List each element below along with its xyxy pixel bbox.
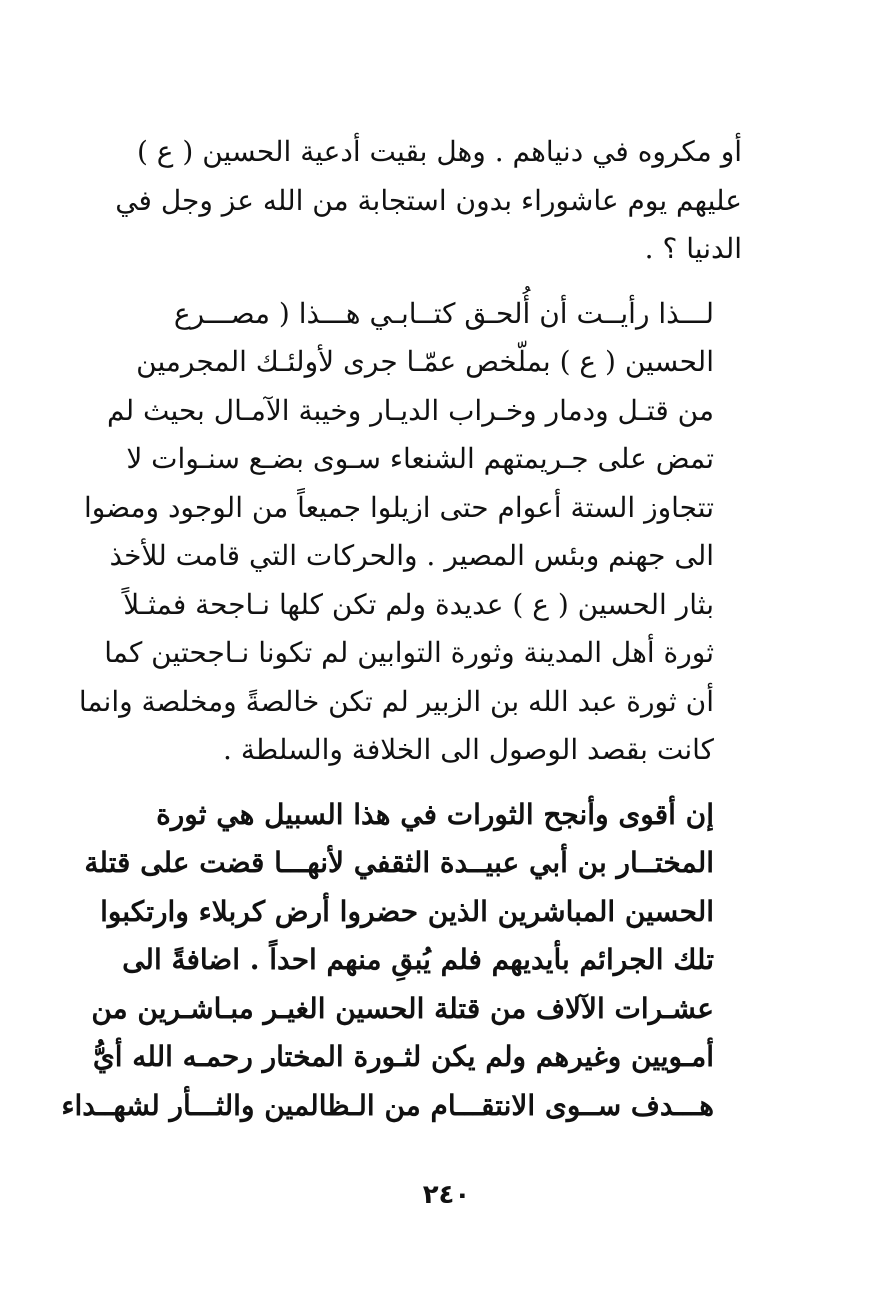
text-line: أمـويين وغيرهم ولم يكن لثـورة المختار رحمـه الله أيُّ xyxy=(92,1040,714,1073)
text-line: الحسين المباشرين الذين حضروا أرض كربلاء وارتكبوا xyxy=(100,894,714,928)
text-line: عليهم يوم عاشوراء بدون استجابة من الله عز وجل في xyxy=(115,183,742,217)
text-line: المختــار بن أبي عبيــدة الثقفي لأنهـــا قضت على قتلة xyxy=(84,846,714,879)
text-line: إن أقوى وأنجح الثورات في هذا السبيل هي ثورة xyxy=(156,797,714,831)
text-line: الى جهنم وبئس المصير . والحركات التي قامت للأخذ xyxy=(109,539,714,572)
paragraph-2 xyxy=(78,290,742,775)
body-text xyxy=(61,128,742,1130)
text-line: تتجاوز الستة أعوام حتى ازيلوا جميعاً من الوجود ومضوا xyxy=(84,490,714,524)
text-line: تلك الجرائم بأيديهم فلم يُبقِ منهم احداً . اضافةً الى xyxy=(122,943,714,976)
page-number: ٢٤٠ xyxy=(422,1180,471,1210)
text-line: الدنيا ؟ . xyxy=(644,232,742,265)
text-line: عشـرات الآلاف من قتلة الحسين الغيـر مبـاشـرين من xyxy=(91,991,714,1025)
paragraph-1 xyxy=(115,128,742,274)
text-line: ثورة أهل المدينة وثورة التوابين لم تكونا نـاجحتين كما xyxy=(104,636,714,669)
text-line: هـــدف ســوى الانتقـــام من الـظالمين والثـــأر لشهــداء xyxy=(61,1088,714,1122)
paragraph-3 xyxy=(61,791,742,1131)
text-line: أو مكروه في دنياهم . وهل بقيت أدعية الحسين ( ع ) xyxy=(136,135,742,168)
text-line: لـــذا رأيــت أن أُلحـق كتــابـي هـــذا ( مصـــرع xyxy=(173,296,714,330)
text-line: الحسين ( ع ) بملّخص عمّـا جرى لأولئـك المجرمين xyxy=(136,345,714,378)
text-line: تمض على جـريمتهم الشنعاء سـوى بضـع سنـوات لا xyxy=(126,442,714,475)
text-line: كانت بقصد الوصول الى الخلافة والسلطة . xyxy=(223,733,714,766)
text-line: أن ثورة عبد الله بن الزبير لم تكن خالصةً ومخلصة وانما xyxy=(78,684,714,718)
text-line: من قتـل ودمار وخـراب الديـار وخيبة الآمـال بحيث لم xyxy=(106,393,714,427)
text-line: بثار الحسين ( ع ) عديدة ولم تكن كلها نـاجحة فمثـلاً xyxy=(123,587,714,621)
